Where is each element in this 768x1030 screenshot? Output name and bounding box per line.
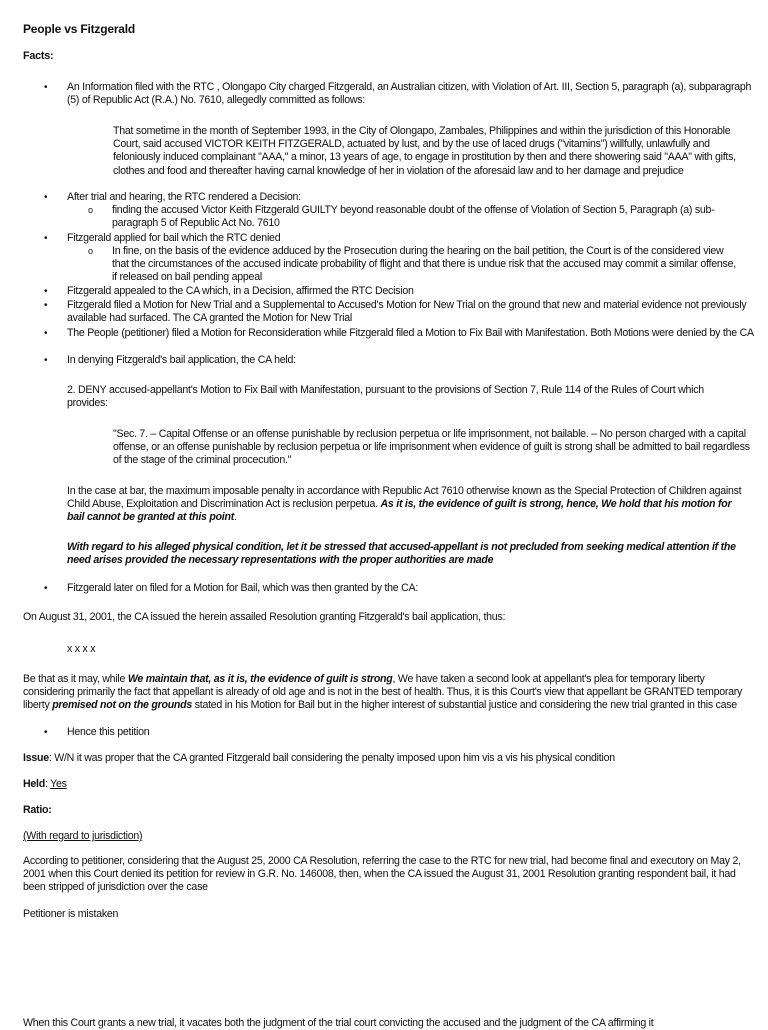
information-quote: That sometime in the month of September 1993, in the City of Olongapo, Zambales, Philippines and within the jurisdiction of this Honorable Court, said accused VICTOR KEITH FITZGERALD, actuated by lust, and by the use of laced drugs ("vitamins") willfully, unlawfully and feloniously induced complainant "AAA," a minor, 13 years of age, to engage in prostitution by then and there showering said "AAA" with gifts, clothes and food and thereafter having carnal knowledge of her in violation of the aforesaid law and to her damage and prejudice — [113, 125, 736, 177]
physical-condition-paragraph: With regard to his alleged physical condition, let it be stressed that accused-appellant is not precluded from seeking medical attention if the need arises provided the necessary representations with the proper authorities are made — [67, 541, 736, 567]
ratio-heading: Ratio: — [23, 804, 52, 816]
omission-marker: x x x x — [67, 643, 96, 655]
fact-text: The People (petitioner) filed a Motion for Reconsideration while Fitzgerald filed a Motion to Fix Bail with Manifestation. Both Motions were denied by the CA — [67, 327, 754, 339]
bullet-icon: • — [44, 583, 48, 594]
case-at-bar-text: In the case at bar, the maximum imposable penalty in accordance with Republic Act 7610 otherwise known as the Special Protection of Children against Child Abuse, Exploitation and Discrimination Act is reclusion perpetua. — [67, 485, 742, 511]
sub-text: finding the accused Victor Keith Fitzgerald GUILTY beyond reasonable doubt of the offense of Violation of Section 5, Paragraph (a) sub-paragraph 5 of Republic Act No. 7610 — [112, 204, 715, 230]
bullet-icon: • — [44, 192, 48, 203]
held-label: Held — [23, 778, 45, 790]
bullet-icon: • — [44, 233, 48, 244]
bullet-icon: • — [44, 82, 48, 93]
sub-bullet-icon: o — [88, 246, 93, 256]
be-that-text-3: stated in his Motion for Bail but in the higher interest of substantial justice and considering the new trial granted in this case — [192, 699, 737, 712]
ca-deny-paragraph: 2. DENY accused-appellant's Motion to Fix Bail with Manifestation, pursuant to the provisions of Section 7, Rule 114 of the Rules of Court which provides: — [67, 384, 704, 410]
issue-text: : W/N it was proper that the CA granted Fitzgerald bail considering the penalty imposed upon him vis a vis his physical condition — [48, 752, 615, 764]
case-at-bar-paragraph — [67, 485, 747, 525]
petitioner-mistaken: Petitioner is mistaken — [23, 908, 119, 920]
page-title: People vs Fitzgerald — [23, 22, 136, 36]
new-trial-paragraph: When this Court grants a new trial, it vacates both the judgment of the trial court convicting the accused and the judgment of the CA affirming it — [23, 1017, 654, 1029]
sec7-quote: "Sec. 7. – Capital Offense or an offense punishable by reclusion perpetua or life imprisonment, not bailable. – No person charged with a capital offense, or an offense punishable by reclusion perpetua or life imprisonment when evidence of guilt is strong shall be admitted to bail regardless of the stage of the criminal procecution." — [113, 428, 750, 467]
bullet-icon: • — [44, 355, 48, 366]
fact-text: Fitzgerald appealed to the CA which, in a Decision, affirmed the RTC Decision — [67, 285, 414, 297]
issue-paragraph — [23, 752, 743, 765]
held-separator: : — [44, 778, 51, 790]
issue-label: Issue — [23, 752, 49, 764]
bullet-icon: • — [44, 300, 48, 311]
fact-text: Fitzgerald later on filed for a Motion for Bail, which was then granted by the CA: — [67, 582, 419, 594]
bullet-icon: • — [44, 727, 48, 738]
jurisdiction-heading: (With regard to jurisdiction) — [23, 830, 143, 842]
fact-text: Hence this petition — [67, 726, 150, 738]
fact-text: Fitzgerald filed a Motion for New Trial and a Supplemental to Accused's Motion for New Trial on the ground that new and material evidence not previously available had surfaced. The CA granted the Motion for New Trial — [67, 299, 747, 325]
held-paragraph — [23, 778, 743, 791]
august-31-paragraph: On August 31, 2001, the CA issued the herein assailed Resolution granting Fitzgerald's bail application, thus: — [23, 611, 506, 623]
be-that-emphasis-2: premised not on the grounds — [52, 699, 193, 712]
sub-text: In fine, on the basis of the evidence adduced by the Prosecution during the hearing on the bail petition, the Court is of the considered view that the circumstances of the accused indicate probability of flight and that there is undue risk that the accused may commit a similar offense, if released on bail pending appeal — [112, 245, 736, 284]
case-at-bar-emphasis: As it is, the evidence of guilt is strong, hence, We hold that his motion for bail cannot be granted at this point — [67, 498, 732, 524]
facts-heading: Facts: — [23, 50, 54, 62]
fact-text: In denying Fitzgerald's bail application, the CA held: — [67, 354, 296, 366]
case-at-bar-period: . — [233, 511, 237, 524]
fact-text: After trial and hearing, the RTC rendered a Decision: — [67, 191, 301, 203]
bullet-icon: • — [44, 328, 48, 339]
bullet-icon: • — [44, 286, 48, 297]
be-that-text-1: Be that as it may, while — [23, 673, 128, 685]
be-that-text-2: , We have taken a second look at appellant's plea for temporary liberty considering primarily the fact that appellant is already of old age and is not in the best of health. Thus, it is this Court's view that appellant be GRANTED temporary liberty — [23, 673, 743, 712]
held-value: Yes — [50, 778, 67, 790]
fact-text: An Information filed with the RTC , Olongapo City charged Fitzgerald, an Australian citizen, with Violation of Art. III, Section 5, paragraph (a), subparagraph (5) of Republic Act (R.A.) No. 7610, allegedly committed as follows: — [67, 81, 752, 107]
be-that-emphasis-1: We maintain that, as it is, the evidence of guilt is strong — [127, 673, 393, 685]
sub-bullet-icon: o — [88, 205, 93, 215]
be-that-paragraph — [23, 673, 743, 713]
fact-text: Fitzgerald applied for bail which the RTC denied — [67, 232, 281, 244]
petitioner-argument-paragraph: According to petitioner, considering that the August 25, 2000 CA Resolution, referring the case to the RTC for new trial, had become final and executory on May 2, 2001 when this Court denied its petition for review in G.R. No. 146008, then, when the CA issued the August 31, 2001 Resolution granting respondent bail, it had been stripped of jurisdiction over the case — [23, 855, 741, 894]
